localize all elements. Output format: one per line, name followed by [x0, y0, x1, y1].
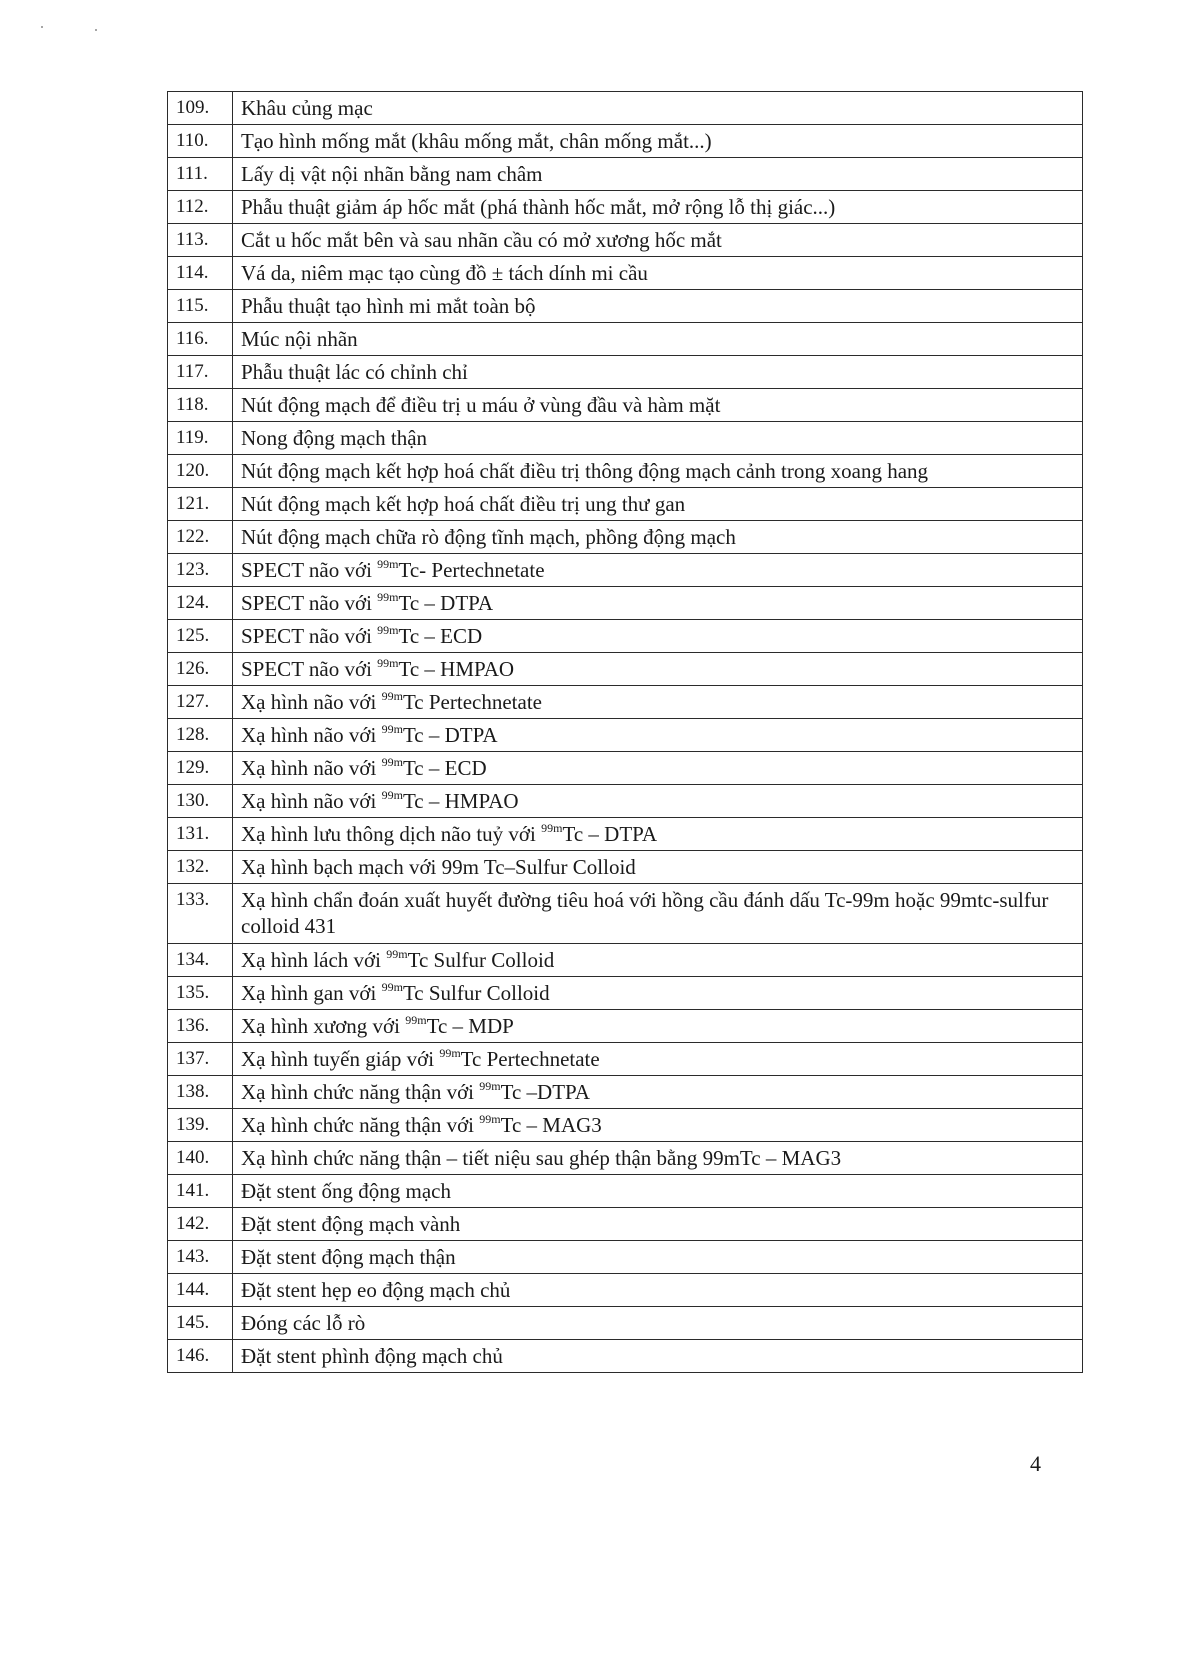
procedure-text: Nút động mạch chữa rò động tĩnh mạch, phồng động mạch — [241, 525, 736, 549]
procedure-text: Đóng các lỗ rò — [241, 1311, 366, 1335]
table-row — [168, 752, 1083, 785]
procedure-text: Nút động mạch để điều trị u máu ở vùng đầu và hàm mặt — [241, 393, 721, 417]
isotope-mass-superscript: 99m — [381, 788, 403, 802]
procedure-text: Xạ hình bạch mạch với 99m Tc–Sulfur Colloid — [241, 855, 636, 879]
table-row — [168, 1109, 1083, 1142]
isotope-mass-superscript: 99m — [381, 722, 403, 736]
procedure-text: Xạ hình gan với — [241, 981, 382, 1005]
isotope-mass-superscript: 99m — [381, 755, 403, 769]
procedure-name — [233, 389, 1083, 422]
row-number: 127. — [168, 686, 233, 719]
procedure-text: Xạ hình lưu thông dịch não tuỷ với — [241, 822, 542, 846]
procedure-name — [233, 158, 1083, 191]
procedure-text-suffix: Tc – MAG3 — [500, 1113, 602, 1137]
procedure-name — [233, 719, 1083, 752]
procedure-name — [233, 1340, 1083, 1373]
procedure-text: Xạ hình não với — [241, 690, 382, 714]
procedure-text-suffix: Tc Sulfur Colloid — [402, 981, 550, 1005]
table-row — [168, 92, 1083, 125]
procedure-name — [233, 653, 1083, 686]
row-number: 143. — [168, 1241, 233, 1274]
table-row — [168, 587, 1083, 620]
row-number: 109. — [168, 92, 233, 125]
procedure-text-suffix: Tc- Pertechnetate — [398, 558, 545, 582]
row-number: 114. — [168, 257, 233, 290]
procedure-name — [233, 686, 1083, 719]
procedure-text: SPECT não với — [241, 624, 378, 648]
procedure-text-suffix: Tc – ECD — [402, 756, 487, 780]
row-number: 121. — [168, 488, 233, 521]
procedure-text: SPECT não với — [241, 558, 378, 582]
procedure-text: Phẫu thuật giảm áp hốc mắt (phá thành hốc mắt, mở rộng lỗ thị giác...) — [241, 195, 836, 219]
procedure-text: Cắt u hốc mắt bên và sau nhãn cầu có mở xương hốc mắt — [241, 228, 722, 252]
row-number: 146. — [168, 1340, 233, 1373]
procedure-name — [233, 1109, 1083, 1142]
procedure-name — [233, 290, 1083, 323]
procedure-text: Xạ hình chức năng thận với — [241, 1080, 480, 1104]
table-row — [168, 785, 1083, 818]
row-number: 117. — [168, 356, 233, 389]
procedure-text-suffix: Tc – DTPA — [562, 822, 658, 846]
procedure-name — [233, 488, 1083, 521]
procedure-name — [233, 1010, 1083, 1043]
row-number: 119. — [168, 422, 233, 455]
procedure-text: Đặt stent động mạch thận — [241, 1245, 456, 1269]
table-row — [168, 686, 1083, 719]
row-number: 133. — [168, 884, 233, 944]
procedure-name — [233, 1175, 1083, 1208]
procedure-name — [233, 944, 1083, 977]
procedure-text: Xạ hình chức năng thận với — [241, 1113, 480, 1137]
row-number: 115. — [168, 290, 233, 323]
table-row — [168, 1142, 1083, 1175]
procedure-name — [233, 92, 1083, 125]
isotope-mass-superscript: 99m — [377, 623, 399, 637]
row-number: 129. — [168, 752, 233, 785]
table-row — [168, 620, 1083, 653]
row-number: 110. — [168, 125, 233, 158]
row-number: 126. — [168, 653, 233, 686]
table-row — [168, 818, 1083, 851]
procedure-name — [233, 1208, 1083, 1241]
row-number: 141. — [168, 1175, 233, 1208]
procedure-text: Xạ hình lách với — [241, 948, 387, 972]
procedure-text: SPECT não với — [241, 591, 378, 615]
procedure-name — [233, 1241, 1083, 1274]
procedure-text-suffix: Tc – HMPAO — [402, 789, 519, 813]
procedure-text: SPECT não với — [241, 657, 378, 681]
procedure-text: Xạ hình chức năng thận – tiết niệu sau ghép thận bằng 99mTc – MAG3 — [241, 1146, 842, 1170]
page-number: 4 — [1030, 1451, 1041, 1476]
row-number: 113. — [168, 224, 233, 257]
procedure-name — [233, 1076, 1083, 1109]
procedure-name — [233, 977, 1083, 1010]
procedure-text: Đặt stent hẹp eo động mạch chủ — [241, 1278, 511, 1302]
procedure-table-body — [168, 92, 1083, 1373]
row-number: 123. — [168, 554, 233, 587]
procedure-name — [233, 356, 1083, 389]
isotope-mass-superscript: 99m — [381, 980, 403, 994]
table-row — [168, 488, 1083, 521]
row-number: 130. — [168, 785, 233, 818]
row-number: 111. — [168, 158, 233, 191]
procedure-text: Lấy dị vật nội nhãn bằng nam châm — [241, 162, 543, 186]
procedure-name — [233, 851, 1083, 884]
row-number: 116. — [168, 323, 233, 356]
procedure-text-suffix: Tc Pertechnetate — [402, 690, 542, 714]
procedure-name — [233, 1142, 1083, 1175]
table-row — [168, 1241, 1083, 1274]
procedure-text: Xạ hình não với — [241, 723, 382, 747]
row-number: 132. — [168, 851, 233, 884]
procedure-text: Đặt stent ống động mạch — [241, 1179, 451, 1203]
table-row — [168, 1043, 1083, 1076]
row-number: 120. — [168, 455, 233, 488]
procedure-text: Xạ hình não với — [241, 789, 382, 813]
procedure-name — [233, 620, 1083, 653]
row-number: 128. — [168, 719, 233, 752]
procedure-name — [233, 884, 1083, 944]
row-number: 118. — [168, 389, 233, 422]
table-row — [168, 191, 1083, 224]
isotope-mass-superscript: 99m — [405, 1013, 427, 1027]
procedure-name — [233, 224, 1083, 257]
table-row — [168, 1175, 1083, 1208]
procedure-text-suffix: Tc – HMPAO — [398, 657, 515, 681]
row-number: 136. — [168, 1010, 233, 1043]
procedure-name — [233, 257, 1083, 290]
procedure-text: Nong động mạch thận — [241, 426, 428, 450]
procedure-name — [233, 752, 1083, 785]
table-row — [168, 1307, 1083, 1340]
procedure-name — [233, 587, 1083, 620]
row-number: 122. — [168, 521, 233, 554]
procedure-name — [233, 1043, 1083, 1076]
procedure-name — [233, 323, 1083, 356]
procedure-text: Phẫu thuật lác có chỉnh chỉ — [241, 360, 468, 384]
procedure-name — [233, 554, 1083, 587]
table-row — [168, 1076, 1083, 1109]
procedure-text: Vá da, niêm mạc tạo cùng đồ ± tách dính mi cầu — [241, 261, 648, 285]
procedure-name — [233, 1274, 1083, 1307]
procedure-text-suffix: Tc –DTPA — [500, 1080, 590, 1104]
table-row — [168, 653, 1083, 686]
table-row — [168, 158, 1083, 191]
row-number: 144. — [168, 1274, 233, 1307]
table-row — [168, 944, 1083, 977]
row-number: 134. — [168, 944, 233, 977]
isotope-mass-superscript: 99m — [479, 1112, 501, 1126]
table-row — [168, 422, 1083, 455]
table-row — [168, 290, 1083, 323]
procedure-text: Xạ hình xương với — [241, 1014, 406, 1038]
procedure-name — [233, 818, 1083, 851]
table-row — [168, 356, 1083, 389]
procedure-table — [167, 91, 1083, 1373]
procedure-text: Đặt stent động mạch vành — [241, 1212, 461, 1236]
procedure-text: Đặt stent phình động mạch chủ — [241, 1344, 503, 1368]
row-number: 112. — [168, 191, 233, 224]
table-row — [168, 851, 1083, 884]
isotope-mass-superscript: 99m — [479, 1079, 501, 1093]
table-row — [168, 224, 1083, 257]
row-number: 135. — [168, 977, 233, 1010]
row-number: 131. — [168, 818, 233, 851]
procedure-text: Xạ hình não với — [241, 756, 382, 780]
procedure-name — [233, 521, 1083, 554]
table-row — [168, 1208, 1083, 1241]
isotope-mass-superscript: 99m — [377, 656, 399, 670]
row-number: 125. — [168, 620, 233, 653]
procedure-text: Khâu củng mạc — [241, 96, 373, 120]
table-row — [168, 884, 1083, 944]
row-number: 124. — [168, 587, 233, 620]
procedure-text: Phẫu thuật tạo hình mi mắt toàn bộ — [241, 294, 536, 318]
isotope-mass-superscript: 99m — [381, 689, 403, 703]
table-row — [168, 554, 1083, 587]
table-row — [168, 389, 1083, 422]
table-row — [168, 977, 1083, 1010]
procedure-name — [233, 422, 1083, 455]
procedure-name — [233, 1307, 1083, 1340]
procedure-text-suffix: Tc – ECD — [398, 624, 483, 648]
isotope-mass-superscript: 99m — [377, 557, 399, 571]
row-number: 145. — [168, 1307, 233, 1340]
table-row — [168, 521, 1083, 554]
procedure-name — [233, 785, 1083, 818]
row-number: 137. — [168, 1043, 233, 1076]
row-number: 142. — [168, 1208, 233, 1241]
procedure-text-suffix: Tc – MDP — [426, 1014, 514, 1038]
row-number: 139. — [168, 1109, 233, 1142]
scan-speck — [95, 29, 97, 31]
procedure-text-suffix: Tc Pertechnetate — [460, 1047, 600, 1071]
procedure-text: Múc nội nhãn — [241, 327, 358, 351]
procedure-text: Nút động mạch kết hợp hoá chất điều trị ung thư gan — [241, 492, 686, 516]
procedure-name — [233, 191, 1083, 224]
table-row — [168, 257, 1083, 290]
procedure-name — [233, 125, 1083, 158]
isotope-mass-superscript: 99m — [541, 821, 563, 835]
procedure-text: Xạ hình chẩn đoán xuất huyết đường tiêu hoá với hồng cầu đánh dấu Tc-99m hoặc 99mtc-sulfur colloid 431 — [241, 888, 1049, 938]
table-row — [168, 455, 1083, 488]
row-number: 140. — [168, 1142, 233, 1175]
procedure-text-suffix: Tc – DTPA — [402, 723, 498, 747]
table-row — [168, 1274, 1083, 1307]
table-row — [168, 719, 1083, 752]
procedure-text: Nút động mạch kết hợp hoá chất điều trị thông động mạch cảnh trong xoang hang — [241, 459, 929, 483]
row-number: 138. — [168, 1076, 233, 1109]
scan-speck — [41, 26, 43, 28]
table-row — [168, 1010, 1083, 1043]
procedure-text-suffix: Tc Sulfur Colloid — [407, 948, 555, 972]
procedure-text: Xạ hình tuyến giáp với — [241, 1047, 440, 1071]
isotope-mass-superscript: 99m — [377, 590, 399, 604]
procedure-name — [233, 455, 1083, 488]
table-row — [168, 323, 1083, 356]
isotope-mass-superscript: 99m — [439, 1046, 461, 1060]
procedure-text-suffix: Tc – DTPA — [398, 591, 494, 615]
table-row — [168, 1340, 1083, 1373]
table-row — [168, 125, 1083, 158]
procedure-text: Tạo hình mống mắt (khâu mống mắt, chân mống mắt...) — [241, 129, 712, 153]
isotope-mass-superscript: 99m — [386, 947, 408, 961]
